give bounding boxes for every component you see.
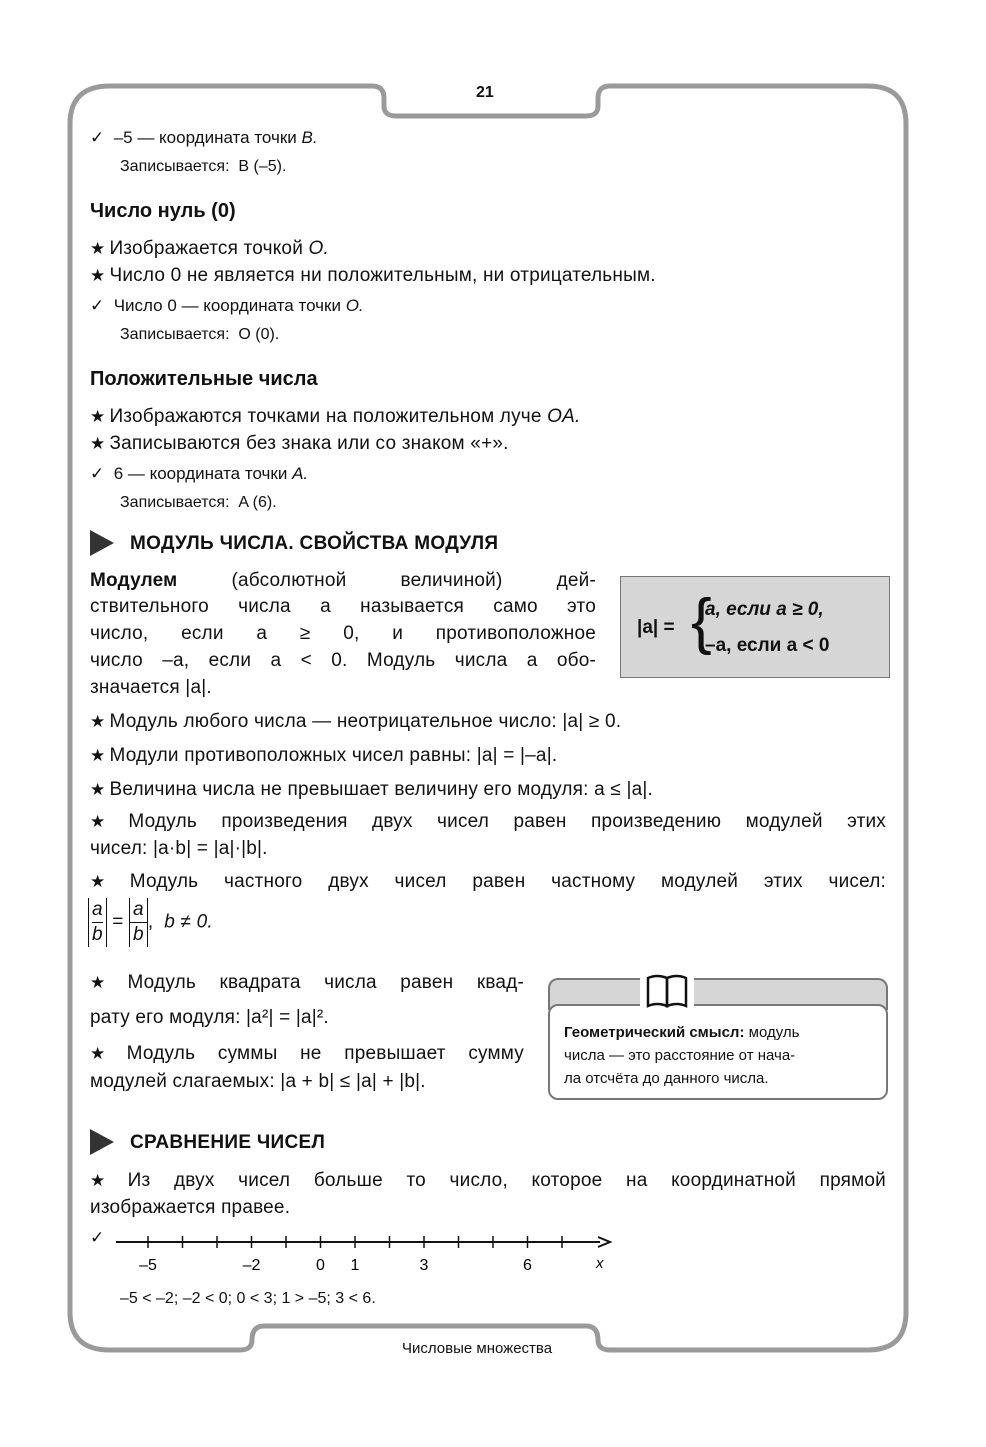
footer-title: Числовые множества — [402, 1340, 553, 1357]
axis-tick-label: 0 — [316, 1257, 325, 1274]
list-item — [90, 433, 509, 455]
check-icon: ✓ — [90, 464, 105, 483]
property-continuation: модулей слагаемых: |a + b| ≤ |a| + |b|. — [90, 1071, 426, 1092]
check-icon: ✓ — [90, 128, 105, 147]
star-icon: ★ — [90, 712, 106, 731]
property-continuation: чисел: |a·b| = |a|·|b|. — [90, 838, 268, 859]
check-item-b — [90, 128, 318, 148]
record-value: A (6). — [238, 494, 277, 511]
definition-text: (абсолютной величиной) дей- — [231, 570, 596, 591]
axis-var: x — [596, 1255, 604, 1272]
star-icon: ★ — [90, 812, 125, 831]
zero-heading: Число нуль (0) — [90, 200, 236, 222]
definition-line: ствительного числа a называется само это — [90, 596, 596, 617]
section-arrow-icon — [90, 1129, 114, 1155]
list-item — [90, 265, 656, 287]
inequalities: –5 < –2; –2 < 0; 0 < 3; 1 > –5; 3 < 6. — [120, 1290, 376, 1307]
point-var: A. — [292, 464, 309, 483]
star-icon: ★ — [90, 872, 126, 891]
check-item-a — [90, 464, 308, 484]
formula-lhs: |a| = — [637, 617, 675, 638]
page-number: 21 — [476, 84, 494, 101]
star-icon: ★ — [90, 973, 124, 992]
item-text: Число 0 не является ни положительным, ни отрицательным. — [109, 265, 656, 286]
definition-line: число –a, если a < 0. Модуль числа a обо- — [90, 650, 596, 671]
point-var: O. — [345, 296, 364, 315]
check-icon: ✓ — [90, 296, 105, 315]
point-var: B. — [301, 128, 318, 147]
record-b — [120, 158, 286, 176]
check-item-o — [90, 296, 364, 316]
item-text: Записываются без знака или со знаком «+». — [109, 433, 509, 454]
star-icon: ★ — [90, 239, 106, 258]
module-heading: МОДУЛЬ ЧИСЛА. СВОЙСТВА МОДУЛЯ — [130, 533, 499, 554]
record-value: B (–5). — [238, 158, 287, 175]
record-label: Записывается: — [120, 158, 230, 175]
list-item — [90, 238, 329, 260]
item-var: O. — [308, 238, 329, 259]
star-icon: ★ — [90, 434, 106, 453]
property-item — [90, 811, 886, 833]
compare-text: Из двух чисел больше то число, которое на координатной прямой — [127, 1170, 886, 1191]
definition-line: значается |a|. — [90, 677, 212, 698]
property-text: Модуль суммы не превышает сумму — [126, 1043, 524, 1064]
axis-tick-label: –2 — [242, 1257, 261, 1274]
property-text: Модуль квадрата числа равен квад- — [127, 972, 524, 993]
check-text: –5 — координата точки — [113, 128, 297, 147]
axis-tick-label: –5 — [139, 1257, 157, 1274]
star-icon: ★ — [90, 266, 106, 285]
definition-line — [90, 570, 596, 592]
fraction: $\frac{a}{b}$ — [92, 899, 103, 945]
brace-icon: { — [691, 587, 712, 656]
formula-case-2: –a, если a < 0 — [705, 635, 830, 656]
compare-heading: СРАВНЕНИЕ ЧИСЕЛ — [130, 1132, 326, 1153]
property-item — [90, 871, 886, 893]
check-text: Число 0 — координата точки — [113, 296, 341, 315]
book-icon — [640, 966, 694, 1014]
axis-tick-label: 1 — [350, 1257, 360, 1274]
property-item — [90, 711, 621, 733]
geo-line-2: числа — это расстояние от нача- — [564, 1047, 796, 1064]
property-text: Модули противоположных чисел равны: |a| = |–a|. — [109, 745, 558, 766]
record-label: Записывается: — [120, 326, 230, 343]
property-text: Модуль произведения двух чисел равен произведению модулей этих — [128, 811, 886, 832]
star-icon: ★ — [90, 780, 106, 799]
record-o — [120, 326, 279, 344]
geo-line-3: ла отсчёта до данного числа. — [564, 1070, 769, 1087]
item-var: OA. — [547, 406, 581, 427]
geo-text: модуль — [748, 1024, 800, 1041]
abs-bars — [88, 898, 107, 947]
geo-meaning-box — [548, 1004, 888, 1100]
property-text: Модуль любого числа — неотрицательное число: |a| ≥ 0. — [109, 711, 622, 732]
record-a — [120, 494, 277, 512]
compare-continuation: изображается правее. — [90, 1197, 291, 1218]
condition-text: b ≠ 0. — [164, 911, 213, 933]
star-icon: ★ — [90, 1044, 123, 1063]
list-item — [90, 406, 581, 428]
property-item — [90, 745, 557, 767]
item-text: Изображается точкой — [109, 238, 304, 259]
property-item — [90, 1043, 524, 1065]
definition-line: число, если a ≥ 0, и противоположное — [90, 623, 596, 644]
fraction: $\frac{a}{b}$ — [129, 898, 148, 947]
geo-term: Геометрический смысл: — [564, 1024, 745, 1041]
item-text: Изображаются точками на положительном луче — [109, 406, 542, 427]
geo-line-1 — [564, 1024, 799, 1041]
property-item — [90, 779, 653, 801]
quotient-formula: $\frac{a}{b}$ = $\frac{a}{b}$ , b ≠ 0. — [88, 898, 213, 958]
definition-term: Модулем — [90, 570, 178, 591]
property-item — [90, 972, 524, 994]
check-text: 6 — координата точки — [113, 464, 288, 483]
property-continuation: рату его модуля: |a²| = |a|². — [90, 1007, 329, 1028]
formula-case-1: a, если a ≥ 0, — [705, 599, 824, 620]
positive-heading: Положительные числа — [90, 368, 318, 390]
record-value: O (0). — [238, 326, 280, 343]
star-icon: ★ — [90, 746, 106, 765]
record-label: Записывается: — [120, 494, 230, 511]
number-line — [110, 1228, 630, 1280]
section-arrow-icon — [90, 530, 114, 556]
property-text: Величина числа не превышает величину его модуля: a ≤ |a|. — [109, 779, 654, 800]
axis-tick-label: 6 — [523, 1257, 532, 1274]
module-formula-box — [620, 576, 890, 678]
compare-item — [90, 1170, 886, 1192]
property-text: Модуль частного двух чисел равен частному модулей этих чисел: — [129, 871, 886, 892]
star-icon: ★ — [90, 407, 106, 426]
check-icon: ✓ — [90, 1228, 105, 1247]
star-icon: ★ — [90, 1171, 124, 1190]
axis-tick-label: 3 — [419, 1257, 429, 1274]
